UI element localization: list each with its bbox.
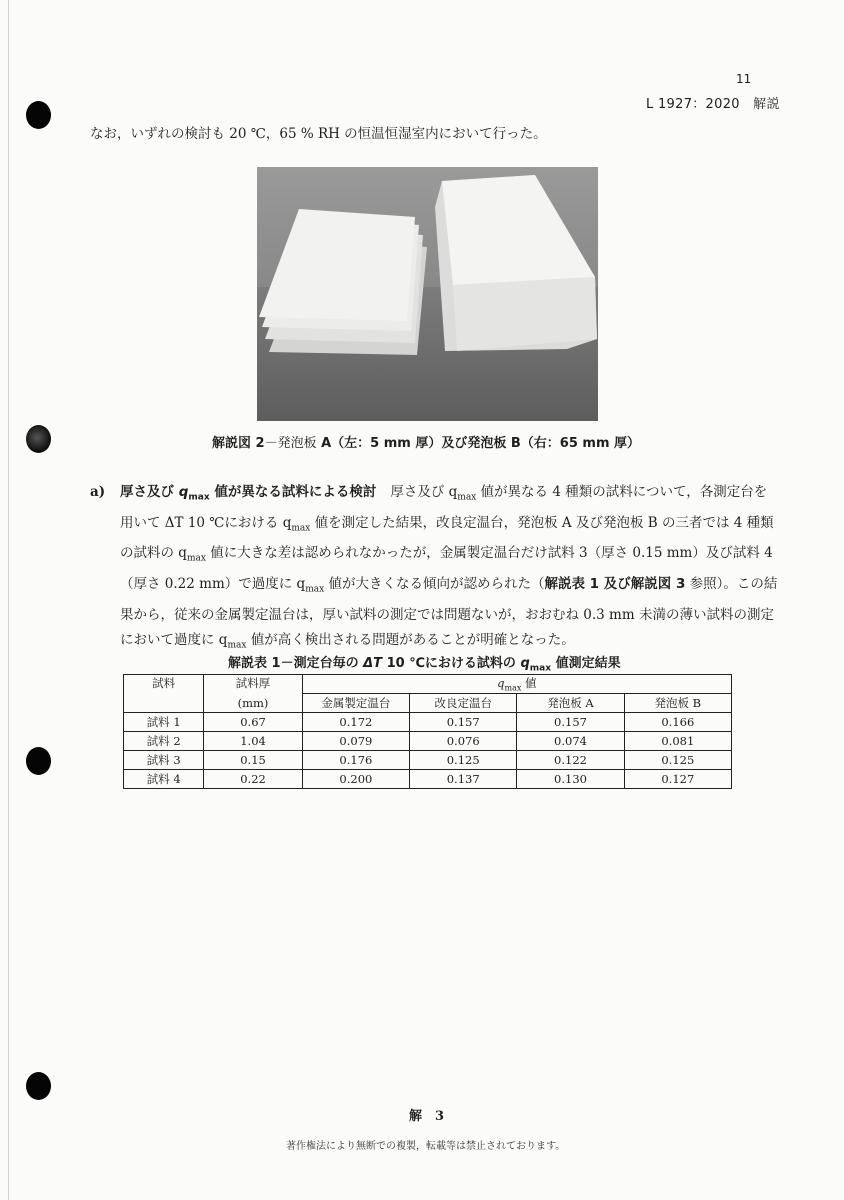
- table-row: [124, 770, 732, 789]
- item-text: 参照）。この結果から，従来の金属製定温台は，厚い試料の測定では問題ないが，おおむね 0.3 mm 未満の薄い試料の測定において過度に q: [120, 576, 778, 648]
- standard-id: L 1927：2020 解説: [646, 97, 780, 112]
- cell-thickness: 0.15: [204, 751, 302, 770]
- figure-label: 解説図 2: [212, 436, 265, 451]
- figure-caption: [212, 432, 640, 451]
- item-subscript: max: [457, 492, 477, 503]
- page-number: 11: [736, 72, 752, 86]
- item-subscript: max: [227, 640, 247, 651]
- foam-boards-illustration: [257, 167, 598, 421]
- header-improved-stage: 改良定温台: [410, 694, 517, 713]
- item-a-paragraph: [90, 480, 780, 658]
- item-reference: 解説表 1 及び解説図 3: [544, 576, 686, 593]
- item-text: 値が高く検出される問題があることが明確となった。: [246, 631, 575, 648]
- item-marker: a): [90, 484, 106, 500]
- table-subheader-row: [124, 694, 732, 713]
- footer-page-number: 解 3: [409, 1109, 445, 1124]
- header-sample: 試料: [124, 675, 204, 713]
- table-row: [124, 713, 732, 732]
- cell-value: 0.125: [410, 751, 517, 770]
- header-foam-b: 発泡板 B: [624, 694, 731, 713]
- cell-thickness: 1.04: [204, 732, 302, 751]
- table-caption-part: 10 ℃における試料の: [382, 656, 521, 671]
- table-caption: [228, 652, 621, 674]
- item-heading: 厚さ及び $q_{max}$ 値が異なる試料による検討: [120, 484, 377, 503]
- cell-value: 0.137: [410, 770, 517, 789]
- thin-sheet: [259, 209, 415, 321]
- header-thickness-unit: (mm): [204, 694, 302, 713]
- header-qmax-suffix: 値: [521, 676, 537, 691]
- item-text: 厚さ及び q: [390, 484, 458, 500]
- cell-sample: 試料 4: [124, 770, 204, 789]
- item-subscript: max: [186, 554, 206, 565]
- punch-hole: [26, 747, 51, 775]
- item-text: 値が異なる 4 種類の試料について，各測定台を用いて ΔT 10 ℃における q: [120, 484, 768, 531]
- figure-caption-part: －発泡板: [264, 436, 317, 451]
- cell-value: 0.076: [410, 732, 517, 751]
- cell-value: 0.074: [517, 732, 624, 751]
- header-foam-a: 発泡板 A: [517, 694, 624, 713]
- item-text: 値に大きな差は認められなかったが，金属製定温台だけ試料 3（厚さ 0.15 mm）及び試料 4（厚さ 0.22 mm）で過度に q: [120, 545, 773, 593]
- cell-value: 0.172: [302, 713, 409, 732]
- item-subscript: max: [305, 584, 325, 595]
- cell-value: 0.081: [624, 732, 731, 751]
- cell-sample: 試料 1: [124, 713, 204, 732]
- results-table: [123, 674, 732, 789]
- cell-thickness: 0.22: [204, 770, 302, 789]
- cell-thickness: 0.67: [204, 713, 302, 732]
- table-header-row: [124, 675, 732, 694]
- cell-value: 0.130: [517, 770, 624, 789]
- figure-caption-detail: A（左：5 mm 厚）及び発泡板 B（右：65 mm 厚）: [316, 436, 641, 451]
- table-caption-part: max: [529, 663, 552, 674]
- table-row: [124, 751, 732, 770]
- header-qmax-symbol: q: [497, 676, 505, 691]
- table-caption-part: 解説表 1－測定台毎の: [228, 656, 364, 671]
- table-caption-part: q: [520, 656, 530, 671]
- item-subscript: max: [291, 523, 311, 534]
- cell-value: 0.166: [624, 713, 731, 732]
- cell-value: 0.157: [517, 713, 624, 732]
- cell-value: 0.200: [302, 770, 409, 789]
- item-text: 値を測定した結果，改良定温台，発泡板 A 及び発泡板 B の三者では 4 種類の試料の q: [120, 514, 774, 562]
- cell-sample: 試料 2: [124, 732, 204, 751]
- foam-board-photo: [257, 167, 598, 421]
- intro-paragraph: なお，いずれの検討も 20 ℃，65 % RH の恒温恒湿室内において行った。: [90, 126, 547, 142]
- copyright-notice: 著作権法により無断での複製，転載等は禁止されております。: [286, 1141, 566, 1152]
- header-thickness: 試料厚: [204, 675, 302, 694]
- thick-block-top: [442, 175, 595, 285]
- cell-value: 0.079: [302, 732, 409, 751]
- header-qmax-group: [302, 675, 731, 694]
- item-text: 値が大きくなる傾向が認められた（: [324, 576, 545, 593]
- punch-hole: [26, 101, 51, 129]
- punch-hole: [26, 1072, 51, 1100]
- header-metal-stage: 金属製定温台: [302, 694, 409, 713]
- table-row: [124, 732, 732, 751]
- page-edge: [8, 0, 9, 1200]
- cell-value: 0.127: [624, 770, 731, 789]
- cell-value: 0.125: [624, 751, 731, 770]
- table-caption-part: ΔT: [363, 656, 383, 671]
- cell-value: 0.176: [302, 751, 409, 770]
- table-caption-part: 値測定結果: [551, 656, 621, 671]
- cell-value: 0.122: [517, 751, 624, 770]
- cell-sample: 試料 3: [124, 751, 204, 770]
- cell-value: 0.157: [410, 713, 517, 732]
- header-qmax-subscript: max: [504, 683, 522, 693]
- thick-block-front: [453, 277, 597, 351]
- punch-hole: [26, 425, 51, 453]
